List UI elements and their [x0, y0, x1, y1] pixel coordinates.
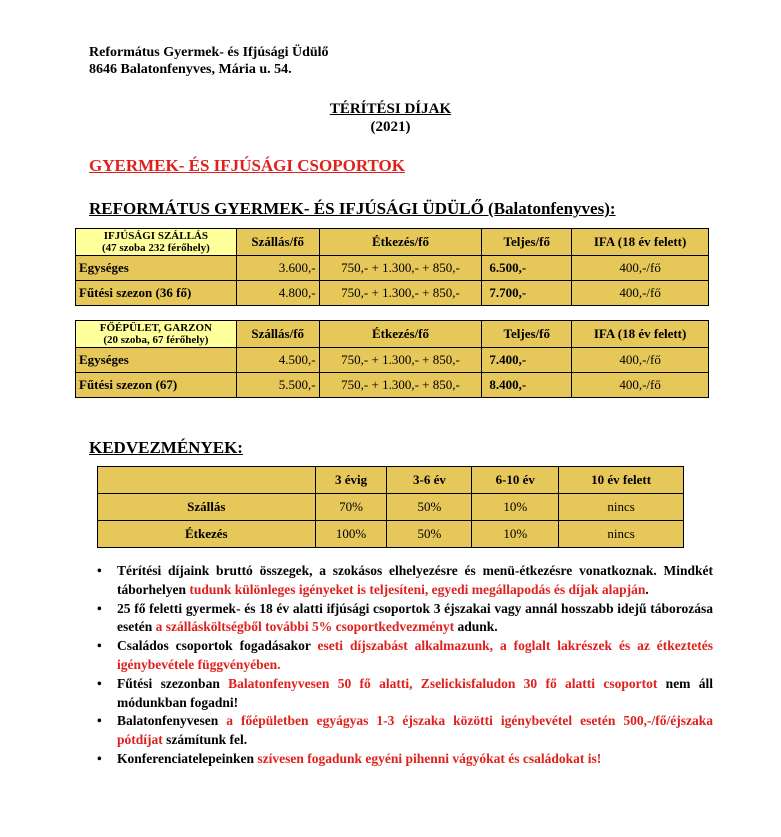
- table-row: [76, 281, 709, 306]
- table-cell: 50%: [387, 494, 472, 521]
- table-row: [76, 348, 709, 373]
- cell-ifa: 400,-/fő: [572, 373, 709, 398]
- table-cell: 10%: [472, 521, 559, 548]
- note-item: [95, 637, 713, 675]
- note-text: Fűtési szezonban: [117, 675, 229, 691]
- table-cell: 10%: [472, 494, 559, 521]
- note-highlight: eseti díjszabást alkalmazunk, a foglalt lakrészek és az étkeztetés igénybevétele függvényében.: [117, 638, 713, 672]
- table-header-row: [76, 321, 709, 348]
- venue-title: REFORMÁTUS GYERMEK- ÉS IFJÚSÁGI ÜDÜLŐ (Balatonfenyves):: [89, 199, 616, 218]
- note-highlight: tudunk különleges igényeket is teljesíteni, egyedi megállapodás és díjak alapján: [189, 581, 646, 597]
- notes-list: [95, 562, 713, 769]
- row-label: Egységes: [76, 348, 237, 373]
- note-text: számítunk fel.: [162, 732, 248, 748]
- title-main: TÉRÍTÉSI DÍJAK: [329, 101, 452, 117]
- cell-etkezes: 750,- + 1.300,- + 850,-: [319, 373, 482, 398]
- price-table-main-building: [75, 320, 709, 398]
- note-item: [95, 562, 713, 600]
- note-highlight: a szállásköltségből további 5% csoportkedvezményt: [155, 619, 455, 635]
- row-label: Étkezés: [98, 521, 316, 548]
- table-row: [76, 373, 709, 398]
- note-highlight: a főépületben egyágyas 1-3 éjszaka közötti igénybevétel esetén 500,-/fő/éjszaka pótdíjat: [117, 713, 713, 748]
- title-year: (2021): [370, 119, 411, 135]
- note-highlight: szívesen fogadunk egyéni pihenni vágyókat és családokat is!: [257, 750, 602, 766]
- empty-header-cell: [98, 467, 316, 494]
- cell-szallas: 4.800,-: [236, 281, 319, 306]
- document-title: [0, 100, 781, 136]
- note-item: [95, 600, 713, 638]
- column-header: Teljes/fő: [482, 229, 572, 256]
- table-header-row: [98, 467, 684, 494]
- note-text: Konferenciatelepeinken: [117, 750, 258, 766]
- bullet-icon: •: [97, 563, 102, 578]
- cell-ifa: 400,-/fő: [572, 348, 709, 373]
- row-label: Szállás: [98, 494, 316, 521]
- cell-ifa: 400,-/fő: [572, 281, 709, 306]
- bullet-icon: •: [97, 713, 102, 729]
- header-line-1: FŐÉPÜLET, GARZON: [99, 322, 212, 334]
- column-header: Teljes/fő: [482, 321, 572, 348]
- cell-teljes: 8.400,-: [482, 373, 572, 398]
- cell-szallas: 4.500,-: [236, 348, 319, 373]
- cell-teljes: 7.700,-: [482, 281, 572, 306]
- org-address: 8646 Balatonfenyves, Mária u. 54.: [89, 62, 292, 77]
- note-item: [95, 675, 713, 713]
- note-text: nem áll módunkban fogadni!: [117, 675, 714, 710]
- discounts-title: KEDVEZMÉNYEK:: [89, 438, 243, 457]
- bullet-icon: •: [97, 638, 102, 654]
- note-text: Térítési díjaink bruttó összegek, a szokásos elhelyezésre és menü-étkezésre vonatkoznak. Mindkét táborhelyen: [117, 563, 713, 597]
- bullet-icon: •: [97, 675, 102, 691]
- bullet-icon: •: [97, 750, 102, 766]
- cell-etkezes: 750,- + 1.300,- + 850,-: [319, 256, 482, 281]
- note-text: .: [645, 581, 649, 597]
- column-header: Szállás/fő: [236, 229, 319, 256]
- price-table-youth-lodging: [75, 228, 709, 306]
- table-header-label: [76, 229, 237, 256]
- row-label: Fűtési szezon (36 fő): [76, 281, 237, 306]
- note-item: [95, 750, 713, 769]
- table-cell: 70%: [315, 494, 387, 521]
- column-header: 6-10 év: [472, 467, 559, 494]
- note-text: adunk.: [454, 619, 498, 635]
- row-label: Egységes: [76, 256, 237, 281]
- org-name: Református Gyermek- és Ifjúsági Üdülő: [89, 45, 329, 60]
- table-row: [98, 521, 684, 548]
- column-header: IFA (18 év felett): [572, 321, 709, 348]
- table-row: [98, 494, 684, 521]
- header-line-2: (20 szoba, 67 férőhely): [103, 334, 209, 346]
- column-header: IFA (18 év felett): [572, 229, 709, 256]
- cell-szallas: 3.600,-: [236, 256, 319, 281]
- table-cell: nincs: [559, 494, 684, 521]
- column-header: 10 év felett: [559, 467, 684, 494]
- table-cell: nincs: [559, 521, 684, 548]
- note-highlight: Balatonfenyvesen 50 fő alatti, Zselickisfaludon 30 fő alatti csoportot: [228, 675, 658, 691]
- section-title: GYERMEK- ÉS IFJÚSÁGI CSOPORTOK: [89, 156, 405, 175]
- note-text: Családos csoportok fogadásakor: [117, 638, 318, 654]
- table-header-label: [76, 321, 237, 348]
- cell-teljes: 7.400,-: [482, 348, 572, 373]
- cell-etkezes: 750,- + 1.300,- + 850,-: [319, 281, 482, 306]
- cell-teljes: 6.500,-: [482, 256, 572, 281]
- table-header-row: [76, 229, 709, 256]
- column-header: Étkezés/fő: [319, 321, 482, 348]
- column-header: Szállás/fő: [236, 321, 319, 348]
- note-text: 25 fő feletti gyermek- és 18 év alatti ifjúsági csoportok 3 éjszakai vagy annál hosszabb idejű táborozása esetén: [117, 600, 713, 635]
- table-cell: 100%: [315, 521, 387, 548]
- note-text: Balatonfenyvesen: [117, 713, 227, 729]
- cell-ifa: 400,-/fő: [572, 256, 709, 281]
- row-label: Fűtési szezon (67): [76, 373, 237, 398]
- cell-etkezes: 750,- + 1.300,- + 850,-: [319, 348, 482, 373]
- column-header: 3 évig: [315, 467, 387, 494]
- organization-header: [89, 44, 329, 78]
- note-item: [95, 712, 713, 750]
- header-line-1: IFJÚSÁGI SZÁLLÁS: [103, 230, 208, 242]
- bullet-icon: •: [97, 600, 102, 616]
- column-header: 3-6 év: [387, 467, 472, 494]
- table-cell: 50%: [387, 521, 472, 548]
- column-header: Étkezés/fő: [319, 229, 482, 256]
- header-line-2: (47 szoba 232 férőhely): [101, 242, 210, 254]
- table-row: [76, 256, 709, 281]
- cell-szallas: 5.500,-: [236, 373, 319, 398]
- discounts-table: [97, 466, 684, 548]
